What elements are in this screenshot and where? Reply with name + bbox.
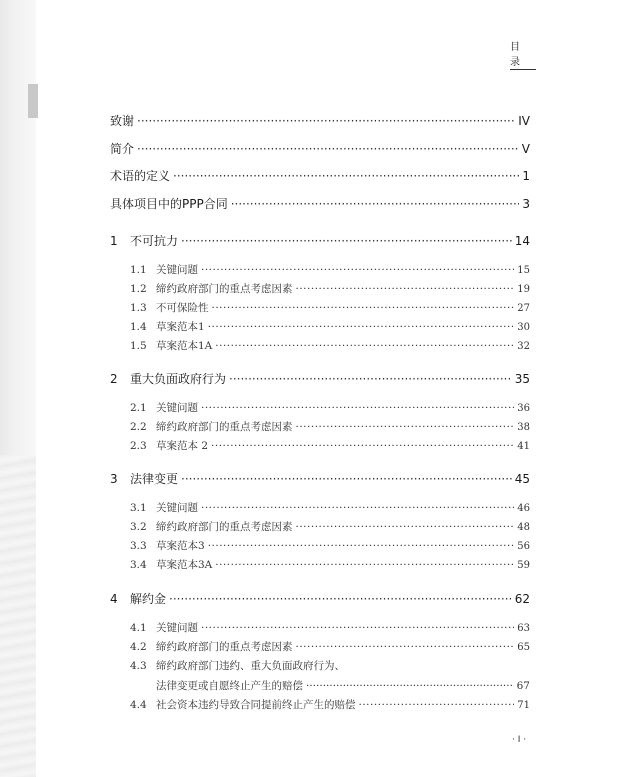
toc-section[interactable] bbox=[130, 338, 530, 353]
dot-leader bbox=[181, 234, 512, 248]
section-title-continued: 法律变更或自愿终止产生的赔偿 bbox=[156, 680, 303, 692]
section-number: 1.3 bbox=[130, 302, 147, 314]
section-title: 草案范本3A bbox=[156, 559, 213, 571]
dot-leader bbox=[201, 264, 514, 276]
dot-leader bbox=[169, 592, 512, 606]
section-page: 19 bbox=[517, 284, 530, 295]
toc-section[interactable] bbox=[130, 697, 530, 712]
section-title: 社会资本违约导致合同提前终止产生的赔偿 bbox=[156, 699, 356, 711]
toc-chapter-3[interactable] bbox=[110, 470, 530, 487]
dot-leader bbox=[212, 302, 515, 314]
section-title: 不可保险性 bbox=[156, 302, 209, 314]
section-title: 草案范本1 bbox=[156, 321, 205, 333]
dot-leader bbox=[296, 521, 515, 533]
dot-leader bbox=[215, 340, 514, 352]
dot-leader bbox=[359, 699, 515, 711]
dot-leader bbox=[173, 169, 519, 183]
toc-entry-page: 1 bbox=[522, 169, 530, 183]
section-number: 1.4 bbox=[130, 321, 147, 333]
section-number: 1.5 bbox=[130, 340, 147, 352]
dot-leader bbox=[208, 540, 515, 552]
section-number: 1.2 bbox=[130, 283, 147, 295]
chapter-page: 45 bbox=[514, 472, 530, 486]
toc-section[interactable] bbox=[130, 519, 530, 534]
section-number: 3.2 bbox=[130, 521, 147, 533]
dot-leader bbox=[201, 502, 514, 514]
running-header: 目 录 bbox=[510, 38, 536, 70]
section-number: 2.2 bbox=[130, 421, 147, 433]
section-title: 草案范本1A bbox=[156, 340, 213, 352]
section-title: 草案范本3 bbox=[156, 540, 205, 552]
chapter-number: 4 bbox=[110, 592, 118, 606]
toc-section[interactable] bbox=[130, 281, 530, 296]
toc-section[interactable] bbox=[130, 262, 530, 277]
toc-section-continued[interactable] bbox=[156, 678, 530, 693]
toc-front-entry[interactable] bbox=[110, 167, 530, 184]
section-number: 3.3 bbox=[130, 540, 147, 552]
section-title: 缔约政府部门违约、重大负面政府行为、 bbox=[156, 660, 345, 672]
dot-leader bbox=[211, 440, 514, 452]
section-number: 1.1 bbox=[130, 264, 147, 276]
toc-section[interactable] bbox=[130, 300, 530, 315]
section-number: 3.1 bbox=[130, 502, 147, 514]
section-title: 关键问题 bbox=[156, 264, 198, 276]
dot-leader bbox=[296, 421, 515, 433]
dot-leader bbox=[201, 402, 514, 414]
section-page: 59 bbox=[517, 560, 530, 571]
section-page: 36 bbox=[517, 403, 530, 414]
toc-entry-page: 3 bbox=[522, 197, 530, 211]
dot-leader bbox=[229, 372, 512, 386]
section-page: 32 bbox=[517, 341, 530, 352]
section-page: 63 bbox=[517, 623, 530, 634]
section-title: 草案范本 2 bbox=[156, 440, 209, 452]
section-page: 67 bbox=[516, 680, 530, 692]
page-number: · I · bbox=[512, 735, 527, 745]
section-number: 4.1 bbox=[130, 622, 147, 634]
toc-entry-page: V bbox=[521, 142, 530, 156]
section-number: 2.1 bbox=[130, 402, 147, 414]
section-title: 缔约政府部门的重点考虑因素 bbox=[156, 421, 293, 433]
toc-section[interactable] bbox=[130, 538, 530, 553]
section-page: 30 bbox=[517, 322, 530, 333]
section-page: 41 bbox=[517, 441, 530, 452]
section-number: 4.3 bbox=[130, 660, 147, 672]
dot-leader bbox=[231, 197, 520, 211]
section-page: 38 bbox=[517, 422, 530, 433]
toc-chapter-1[interactable] bbox=[110, 232, 530, 249]
dot-leader bbox=[215, 559, 514, 571]
toc-section[interactable] bbox=[130, 557, 530, 572]
dot-leader bbox=[208, 321, 515, 333]
toc-entry-title: 致谢 bbox=[110, 114, 135, 128]
dot-leader bbox=[306, 680, 514, 692]
toc-entry-title: 简介 bbox=[110, 142, 135, 156]
toc-entry-title: 术语的定义 bbox=[110, 169, 171, 183]
section-page: 46 bbox=[517, 503, 530, 514]
toc-section[interactable] bbox=[130, 400, 530, 415]
dot-leader bbox=[201, 622, 514, 634]
toc-section[interactable] bbox=[130, 319, 530, 334]
section-title: 关键问题 bbox=[156, 502, 198, 514]
section-page: 15 bbox=[517, 265, 530, 276]
chapter-title: 不可抗力 bbox=[130, 234, 179, 248]
section-number: 3.4 bbox=[130, 559, 147, 571]
chapter-title: 重大负面政府行为 bbox=[130, 372, 227, 386]
toc-section[interactable] bbox=[130, 419, 530, 434]
chapter-number: 3 bbox=[110, 472, 118, 486]
chapter-page: 62 bbox=[514, 592, 530, 606]
toc-section[interactable] bbox=[130, 639, 530, 654]
chapter-number: 2 bbox=[110, 372, 118, 386]
toc-section[interactable] bbox=[130, 658, 530, 673]
toc-front-entry[interactable] bbox=[110, 140, 530, 157]
dot-leader bbox=[181, 472, 512, 486]
section-number: 4.4 bbox=[130, 699, 147, 711]
chapter-title: 解约金 bbox=[130, 592, 167, 606]
toc-front-entry[interactable] bbox=[110, 112, 530, 129]
toc-section[interactable] bbox=[130, 438, 530, 453]
section-title: 缔约政府部门的重点考虑因素 bbox=[156, 283, 293, 295]
section-title: 缔约政府部门的重点考虑因素 bbox=[156, 641, 293, 653]
dot-leader bbox=[137, 114, 515, 128]
section-page: 71 bbox=[517, 700, 530, 711]
section-page: 56 bbox=[517, 541, 530, 552]
toc-section[interactable] bbox=[130, 620, 530, 635]
dot-leader bbox=[296, 283, 515, 295]
toc-chapter-4[interactable] bbox=[110, 590, 530, 607]
dot-leader bbox=[137, 142, 519, 156]
toc-section[interactable] bbox=[130, 500, 530, 515]
section-page: 48 bbox=[517, 522, 530, 533]
dot-leader bbox=[296, 641, 515, 653]
toc-entry-title: 具体项目中的PPP合同 bbox=[110, 197, 228, 211]
toc-front-entry[interactable] bbox=[110, 195, 530, 212]
chapter-page: 14 bbox=[514, 234, 530, 248]
section-title: 关键问题 bbox=[156, 622, 198, 634]
section-page: 27 bbox=[517, 303, 530, 314]
chapter-number: 1 bbox=[110, 234, 118, 248]
toc-entry-page: IV bbox=[518, 114, 530, 128]
chapter-title: 法律变更 bbox=[130, 472, 179, 486]
section-page: 65 bbox=[517, 642, 530, 653]
section-number: 2.3 bbox=[130, 440, 147, 452]
section-title: 缔约政府部门的重点考虑因素 bbox=[156, 521, 293, 533]
section-title: 关键问题 bbox=[156, 402, 198, 414]
chapter-page: 35 bbox=[514, 372, 530, 386]
toc-chapter-2[interactable] bbox=[110, 370, 530, 387]
section-number: 4.2 bbox=[130, 641, 147, 653]
